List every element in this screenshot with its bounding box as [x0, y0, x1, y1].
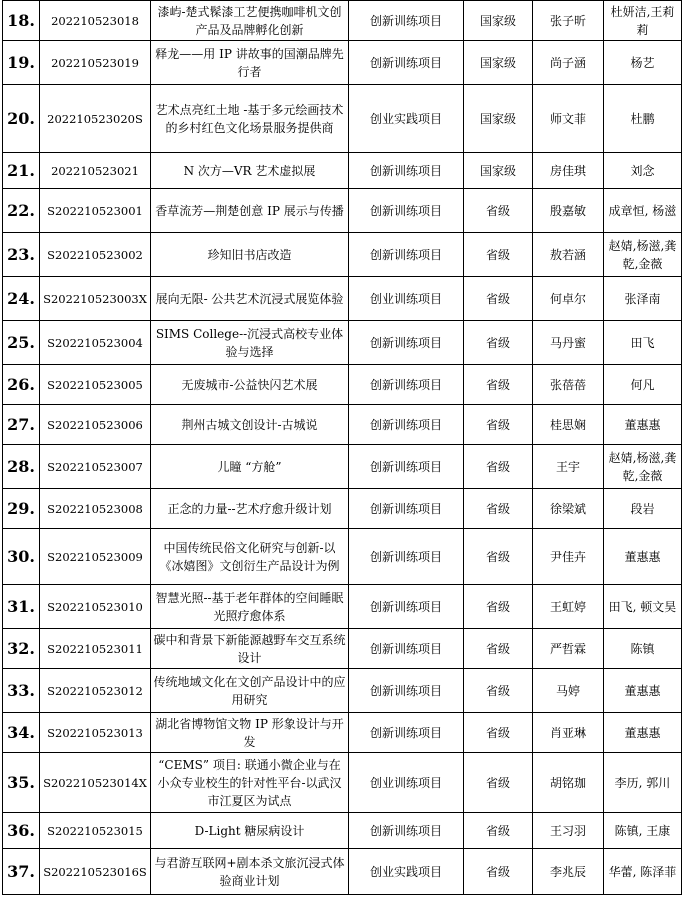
project-advisor: 董惠惠: [604, 405, 682, 445]
project-code: S202210523014X: [40, 753, 151, 813]
project-type: 创新训练项目: [349, 189, 464, 233]
project-code: S202210523001: [40, 189, 151, 233]
project-name: 传统地域文化在文创产品设计中的应用研究: [151, 669, 349, 713]
project-level: 省级: [464, 629, 533, 669]
project-leader: 肖亚琳: [533, 713, 604, 753]
project-advisor: 刘念: [604, 153, 682, 189]
table-row: [3, 41, 682, 85]
project-type: 创新训练项目: [349, 321, 464, 365]
project-level: 国家级: [464, 153, 533, 189]
project-code: 202210523021: [40, 153, 151, 189]
project-level: 省级: [464, 321, 533, 365]
project-leader: 张蓓蓓: [533, 365, 604, 405]
project-advisor: 张泽南: [604, 277, 682, 321]
project-leader: 殷嘉敏: [533, 189, 604, 233]
project-type: 创新训练项目: [349, 629, 464, 669]
project-level: 国家级: [464, 41, 533, 85]
row-number: 26.: [3, 365, 40, 405]
project-name: 碳中和背景下新能源越野车交互系统设计: [151, 629, 349, 669]
project-leader: 张子昕: [533, 1, 604, 41]
project-level: 省级: [464, 189, 533, 233]
project-advisor: 杨艺: [604, 41, 682, 85]
project-leader: 严哲霖: [533, 629, 604, 669]
table-row: [3, 405, 682, 445]
project-code: S202210523002: [40, 233, 151, 277]
project-level: 省级: [464, 669, 533, 713]
project-code: S202210523005: [40, 365, 151, 405]
project-name: 儿瞳 “方舱”: [151, 445, 349, 489]
table-row: [3, 153, 682, 189]
project-type: 创新训练项目: [349, 1, 464, 41]
row-number: 19.: [3, 41, 40, 85]
project-leader: 尹佳卉: [533, 529, 604, 585]
row-number: 28.: [3, 445, 40, 489]
row-number: 35.: [3, 753, 40, 813]
project-name: 智慧光照--基于老年群体的空间睡眠光照疗愈体系: [151, 585, 349, 629]
table-row: [3, 489, 682, 529]
project-type: 创新训练项目: [349, 41, 464, 85]
project-leader: 桂思娴: [533, 405, 604, 445]
project-name: 荆州古城文创设计-古城说: [151, 405, 349, 445]
project-code: 202210523019: [40, 41, 151, 85]
project-name: 珍知旧书店改造: [151, 233, 349, 277]
row-number: 33.: [3, 669, 40, 713]
table-row: [3, 529, 682, 585]
project-code: S202210523006: [40, 405, 151, 445]
project-advisor: 陈镇, 王康: [604, 813, 682, 849]
project-level: 省级: [464, 365, 533, 405]
project-name: 正念的力量--艺术疗愈升级计划: [151, 489, 349, 529]
project-type: 创新训练项目: [349, 153, 464, 189]
row-number: 30.: [3, 529, 40, 585]
project-advisor: 杜妍洁,王莉莉: [604, 1, 682, 41]
project-name: 与君游互联网+剧本杀文旅沉浸式体验商业计划: [151, 849, 349, 895]
row-number: 24.: [3, 277, 40, 321]
row-number: 23.: [3, 233, 40, 277]
project-name: 漆屿-楚式髹漆工艺便携咖啡机文创产品及品牌孵化创新: [151, 1, 349, 41]
table-row: [3, 321, 682, 365]
project-advisor: 田飞: [604, 321, 682, 365]
project-code: S202210523007: [40, 445, 151, 489]
project-type: 创新训练项目: [349, 713, 464, 753]
row-number: 22.: [3, 189, 40, 233]
table-row: [3, 277, 682, 321]
project-leader: 房佳琪: [533, 153, 604, 189]
project-name: 无废城市-公益快闪艺术展: [151, 365, 349, 405]
project-name: SIMS College--沉浸式高校专业体验与选择: [151, 321, 349, 365]
table-row: [3, 445, 682, 489]
project-code: S202210523004: [40, 321, 151, 365]
row-number: 21.: [3, 153, 40, 189]
project-type: 创新训练项目: [349, 365, 464, 405]
project-type: 创新训练项目: [349, 489, 464, 529]
project-leader: 胡铭珈: [533, 753, 604, 813]
row-number: 36.: [3, 813, 40, 849]
project-advisor: 董惠惠: [604, 669, 682, 713]
project-type: 创业训练项目: [349, 753, 464, 813]
project-name: 展向无限- 公共艺术沉浸式展览体验: [151, 277, 349, 321]
project-code: S202210523009: [40, 529, 151, 585]
project-code: S202210523015: [40, 813, 151, 849]
project-code: S202210523010: [40, 585, 151, 629]
project-code: S202210523016S: [40, 849, 151, 895]
project-table: [2, 0, 682, 895]
project-name: N 次方—VR 艺术虚拟展: [151, 153, 349, 189]
project-level: 省级: [464, 713, 533, 753]
project-leader: 王习羽: [533, 813, 604, 849]
project-type: 创新训练项目: [349, 813, 464, 849]
project-level: 省级: [464, 277, 533, 321]
project-name: 释龙——用 IP 讲故事的国潮品牌先行者: [151, 41, 349, 85]
project-code: S202210523008: [40, 489, 151, 529]
table-row: [3, 85, 682, 153]
row-number: 18.: [3, 1, 40, 41]
project-leader: 王宇: [533, 445, 604, 489]
table-row: [3, 233, 682, 277]
project-code: 202210523018: [40, 1, 151, 41]
project-level: 省级: [464, 585, 533, 629]
project-advisor: 杜鹏: [604, 85, 682, 153]
project-advisor: 李历, 郭川: [604, 753, 682, 813]
project-advisor: 赵婧,杨滋,龚乾,金薇: [604, 445, 682, 489]
project-level: 省级: [464, 489, 533, 529]
row-number: 20.: [3, 85, 40, 153]
table-row: [3, 813, 682, 849]
project-level: 国家级: [464, 1, 533, 41]
project-advisor: 段岩: [604, 489, 682, 529]
table-row: [3, 753, 682, 813]
project-name: D-Light 糖尿病设计: [151, 813, 349, 849]
project-leader: 李兆辰: [533, 849, 604, 895]
row-number: 37.: [3, 849, 40, 895]
project-advisor: 董惠惠: [604, 529, 682, 585]
project-leader: 徐梁斌: [533, 489, 604, 529]
project-leader: 马丹蜜: [533, 321, 604, 365]
project-code: S202210523013: [40, 713, 151, 753]
project-name: 艺术点亮红土地 -基于多元绘画技术的乡村红色文化场景服务提供商: [151, 85, 349, 153]
project-advisor: 何凡: [604, 365, 682, 405]
table-row: [3, 849, 682, 895]
project-name: 湖北省博物馆文物 IP 形象设计与开发: [151, 713, 349, 753]
project-code: S202210523011: [40, 629, 151, 669]
project-type: 创业实践项目: [349, 849, 464, 895]
project-type: 创新训练项目: [349, 585, 464, 629]
project-type: 创业训练项目: [349, 277, 464, 321]
project-level: 省级: [464, 753, 533, 813]
project-leader: 尚子涵: [533, 41, 604, 85]
row-number: 31.: [3, 585, 40, 629]
table-row: [3, 189, 682, 233]
project-level: 国家级: [464, 85, 533, 153]
project-level: 省级: [464, 233, 533, 277]
project-type: 创业实践项目: [349, 85, 464, 153]
table-row: [3, 629, 682, 669]
project-leader: 王虹婷: [533, 585, 604, 629]
project-leader: 师文菲: [533, 85, 604, 153]
project-advisor: 陈镇: [604, 629, 682, 669]
project-advisor: 董惠惠: [604, 713, 682, 753]
project-name: 香草流芳—荆楚创意 IP 展示与传播: [151, 189, 349, 233]
project-leader: 何卓尔: [533, 277, 604, 321]
project-level: 省级: [464, 849, 533, 895]
project-code: 202210523020S: [40, 85, 151, 153]
table-row: [3, 713, 682, 753]
project-code: S202210523003X: [40, 277, 151, 321]
project-type: 创新训练项目: [349, 405, 464, 445]
project-type: 创新训练项目: [349, 529, 464, 585]
row-number: 29.: [3, 489, 40, 529]
project-level: 省级: [464, 405, 533, 445]
row-number: 25.: [3, 321, 40, 365]
project-advisor: 成章恒, 杨滋: [604, 189, 682, 233]
row-number: 32.: [3, 629, 40, 669]
project-level: 省级: [464, 445, 533, 489]
row-number: 34.: [3, 713, 40, 753]
table-row: [3, 1, 682, 41]
project-type: 创新训练项目: [349, 445, 464, 489]
project-leader: 敖若涵: [533, 233, 604, 277]
project-advisor: 华蕾, 陈泽菲: [604, 849, 682, 895]
table-row: [3, 669, 682, 713]
project-level: 省级: [464, 529, 533, 585]
project-level: 省级: [464, 813, 533, 849]
table-row: [3, 365, 682, 405]
project-name: “CEMS” 项目: 联通小微企业与在小众专业校生的针对性平台-以武汉市江夏区为试点: [151, 753, 349, 813]
row-number: 27.: [3, 405, 40, 445]
project-advisor: 田飞, 顿文昊: [604, 585, 682, 629]
table-row: [3, 585, 682, 629]
project-code: S202210523012: [40, 669, 151, 713]
project-type: 创新训练项目: [349, 233, 464, 277]
project-name: 中国传统民俗文化研究与创新-以《冰嬉图》文创衍生产品设计为例: [151, 529, 349, 585]
project-leader: 马婷: [533, 669, 604, 713]
project-type: 创新训练项目: [349, 669, 464, 713]
project-advisor: 赵婧,杨滋,龚乾,金薇: [604, 233, 682, 277]
